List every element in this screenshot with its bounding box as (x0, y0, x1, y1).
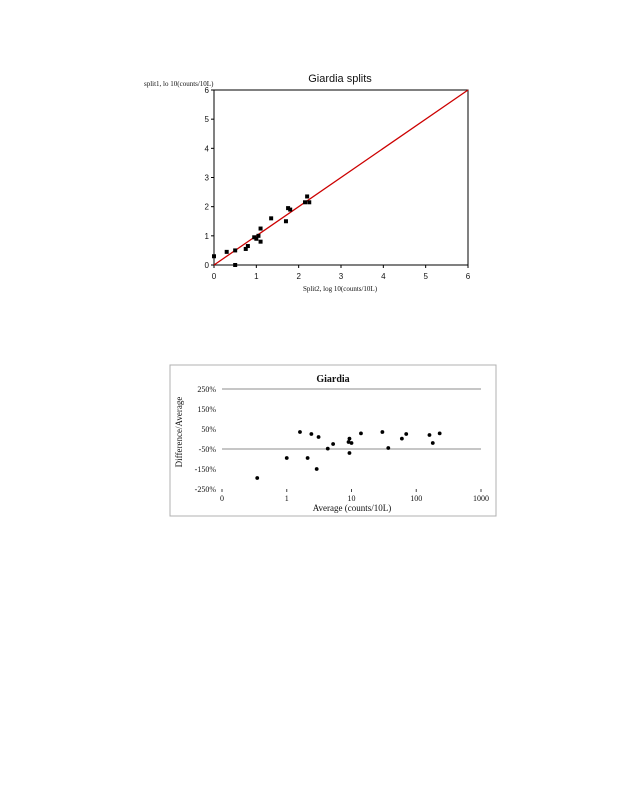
data-point (317, 435, 321, 439)
chart-title: Giardia splits (308, 73, 372, 85)
data-point (303, 200, 307, 204)
splits-scatter-chart (144, 73, 471, 293)
data-point (256, 234, 260, 238)
y-tick-label: -50% (198, 445, 216, 454)
data-point (350, 441, 354, 445)
data-point (246, 244, 250, 248)
x-tick-label: 3 (338, 272, 344, 281)
data-point (428, 433, 432, 437)
x-tick-label: 100 (410, 494, 423, 503)
y-tick-label: 2 (204, 202, 209, 212)
data-point (431, 441, 435, 445)
y-tick-label: -150% (194, 465, 216, 474)
data-point (331, 442, 335, 446)
x-tick-label: 6 (465, 272, 471, 281)
x-tick-label: 1 (284, 494, 289, 503)
data-point (269, 216, 273, 220)
data-point (386, 446, 390, 450)
y-tick-label: 6 (204, 86, 209, 95)
data-point (212, 254, 216, 258)
data-point (259, 240, 263, 244)
x-axis-label: Average (counts/10L) (312, 503, 392, 513)
y-tick-label: 0 (204, 261, 209, 270)
x-tick-label: 0 (211, 272, 217, 281)
data-point (326, 447, 330, 451)
data-point (298, 430, 302, 434)
y-axis-label: split1, lo 10(counts/10L) (144, 80, 214, 88)
chart-border (170, 365, 496, 516)
y-tick-label: 150% (197, 405, 216, 414)
data-point (288, 208, 292, 212)
y-tick-label: 5 (204, 115, 209, 125)
y-tick-label: 50% (201, 425, 216, 434)
y-tick-label: 3 (204, 173, 209, 183)
data-point (285, 456, 289, 460)
data-point (284, 219, 288, 223)
data-point (307, 200, 311, 204)
y-axis-label: Difference/Average (174, 396, 184, 468)
x-tick-label: 1000 (473, 494, 489, 503)
y-tick-label: -250% (194, 485, 216, 494)
data-point (309, 432, 313, 436)
data-point (233, 263, 237, 267)
y-tick-label: 1 (204, 231, 209, 241)
data-point (306, 456, 310, 460)
x-tick-label: 2 (296, 272, 301, 281)
data-point (380, 430, 384, 434)
data-point (348, 437, 352, 441)
data-point (259, 227, 263, 231)
data-point (404, 432, 408, 436)
y-tick-label: 250% (197, 385, 216, 394)
data-point (400, 437, 404, 441)
data-point (359, 432, 363, 436)
data-point (233, 248, 237, 252)
data-point (348, 451, 352, 455)
data-point (255, 476, 259, 480)
chart-title: Giardia (316, 374, 350, 385)
data-point (305, 194, 309, 198)
reference-line (214, 90, 468, 265)
difference-average-chart (170, 365, 496, 516)
y-tick-label: 4 (204, 144, 209, 154)
x-tick-label: 10 (347, 494, 356, 503)
x-axis-label: Split2, log 10(counts/10L) (302, 285, 378, 293)
x-tick-label: 5 (423, 272, 428, 281)
data-point (315, 467, 319, 471)
x-tick-label: 4 (381, 272, 386, 281)
x-tick-label: 1 (254, 272, 259, 281)
data-point (225, 250, 229, 254)
data-point (438, 432, 442, 436)
x-tick-label: 0 (220, 494, 224, 503)
